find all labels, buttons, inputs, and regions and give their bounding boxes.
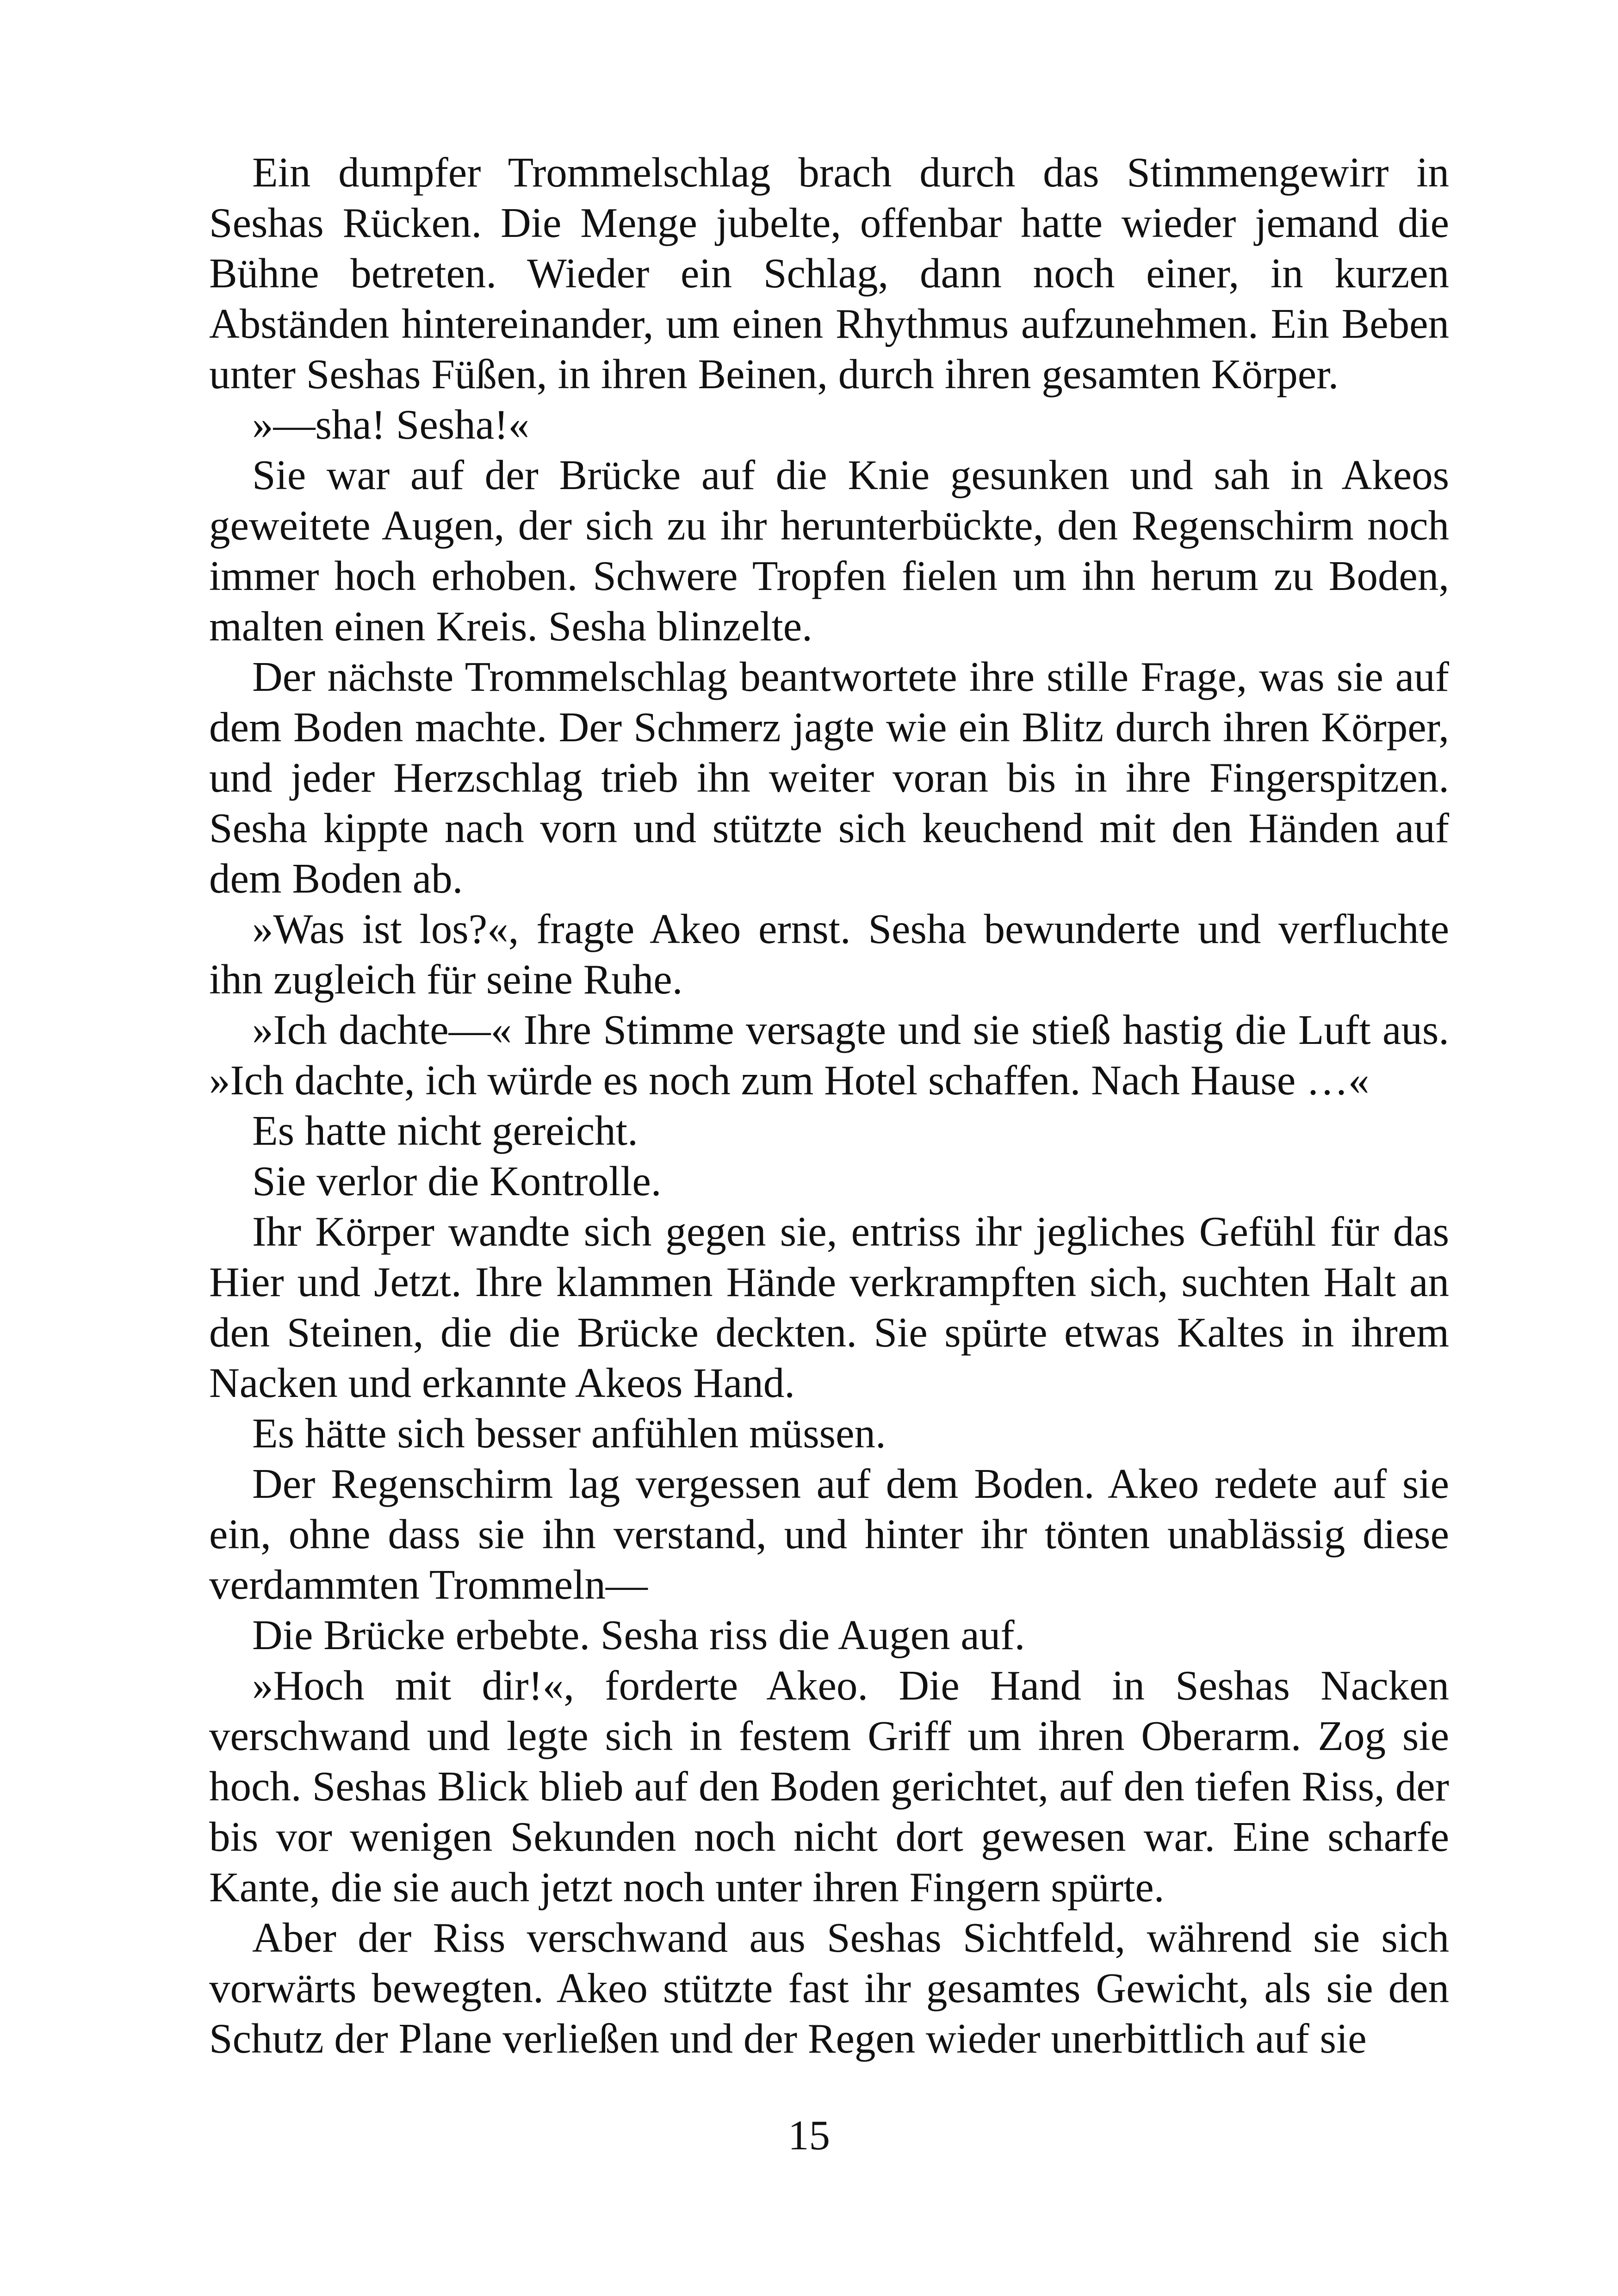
paragraph-9: Ihr Körper wandte sich gegen sie, entriss ihr jegliches Gefühl für das Hier und Jetzt. Ihre klammen Hände verkrampften sich, suchten Halt an den Steinen, die die Brücke deckten. Sie spürte etwas Kaltes in ihrem Nacken und erkannte Akeos Hand. [209, 1208, 1449, 1406]
page-number: 15 [788, 2112, 830, 2159]
paragraph-5: »Was ist los?«, fragte Akeo ernst. Sesha bewunderte und verfluchte ihn zugleich für seine Ruhe. [209, 906, 1449, 1003]
paragraph-4: Der nächste Trommelschlag beantwortete ihre stille Frage, was sie auf dem Boden machte. Der Schmerz jagte wie ein Blitz durch ihren Körper, und jeder Herzschlag trieb ihn weiter voran bis in ihre Fingerspitzen. Sesha kippte nach vorn und stützte sich keuchend mit den Händen auf dem Boden ab. [209, 653, 1449, 902]
paragraph-10: Es hätte sich besser anfühlen müssen. [252, 1410, 886, 1457]
paragraph-11: Der Regenschirm lag vergessen auf dem Boden. Akeo redete auf sie ein, ohne dass sie ihn verstand, und hinter ihr tönten unablässig diese verdammten Trommeln— [209, 1460, 1449, 1608]
paragraph-14: Aber der Riss verschwand aus Seshas Sichtfeld, während sie sich vorwärts bewegten. Akeo stützte fast ihr gesamtes Gewicht, als sie den Schutz der Plane verließen und der Regen wieder unerbittlich auf sie [209, 1914, 1449, 2062]
paragraph-3: Sie war auf der Brücke auf die Knie gesunken und sah in Akeos geweitete Augen, der sich zu ihr herunterbückte, den Regenschirm noch immer hoch erhoben. Schwere Tropfen fielen um ihn herum zu Boden, malten einen Kreis. Sesha blinzelte. [209, 452, 1449, 650]
paragraph-6: »Ich dachte—« Ihre Stimme versagte und sie stieß hastig die Luft aus. »Ich dachte, ich würde es noch zum Hotel schaffen. Nach Hause …« [209, 1006, 1449, 1104]
paragraph-2: »—sha! Sesha!« [252, 401, 529, 448]
paragraph-13: »Hoch mit dir!«, forderte Akeo. Die Hand in Seshas Nacken verschwand und legte sich in festem Griff um ihren Oberarm. Zog sie hoch. Seshas Blick blieb auf den Boden gerichtet, auf den tiefen Riss, der bis vor wenigen Sekunden noch nicht dort gewesen war. Eine scharfe Kante, die sie auch jetzt noch unter ihren Fingern spürte. [209, 1662, 1449, 1911]
paragraph-8: Sie verlor die Kontrolle. [252, 1158, 662, 1204]
paragraph-1: Ein dumpfer Trommelschlag brach durch das Stimmengewirr in Seshas Rücken. Die Menge jubelte, offenbar hatte wieder jemand die Bühne betreten. Wieder ein Schlag, dann noch einer, in kurzen Abständen hintereinander, um einen Rhythmus aufzunehmen. Ein Beben unter Seshas Füßen, in ihren Beinen, durch ihren gesamten Körper. [209, 149, 1449, 397]
paragraph-7: Es hatte nicht gereicht. [252, 1107, 638, 1154]
body-text [209, 147, 1449, 2064]
paragraph-12: Die Brücke erbebte. Sesha riss die Augen auf. [252, 1612, 1025, 1658]
